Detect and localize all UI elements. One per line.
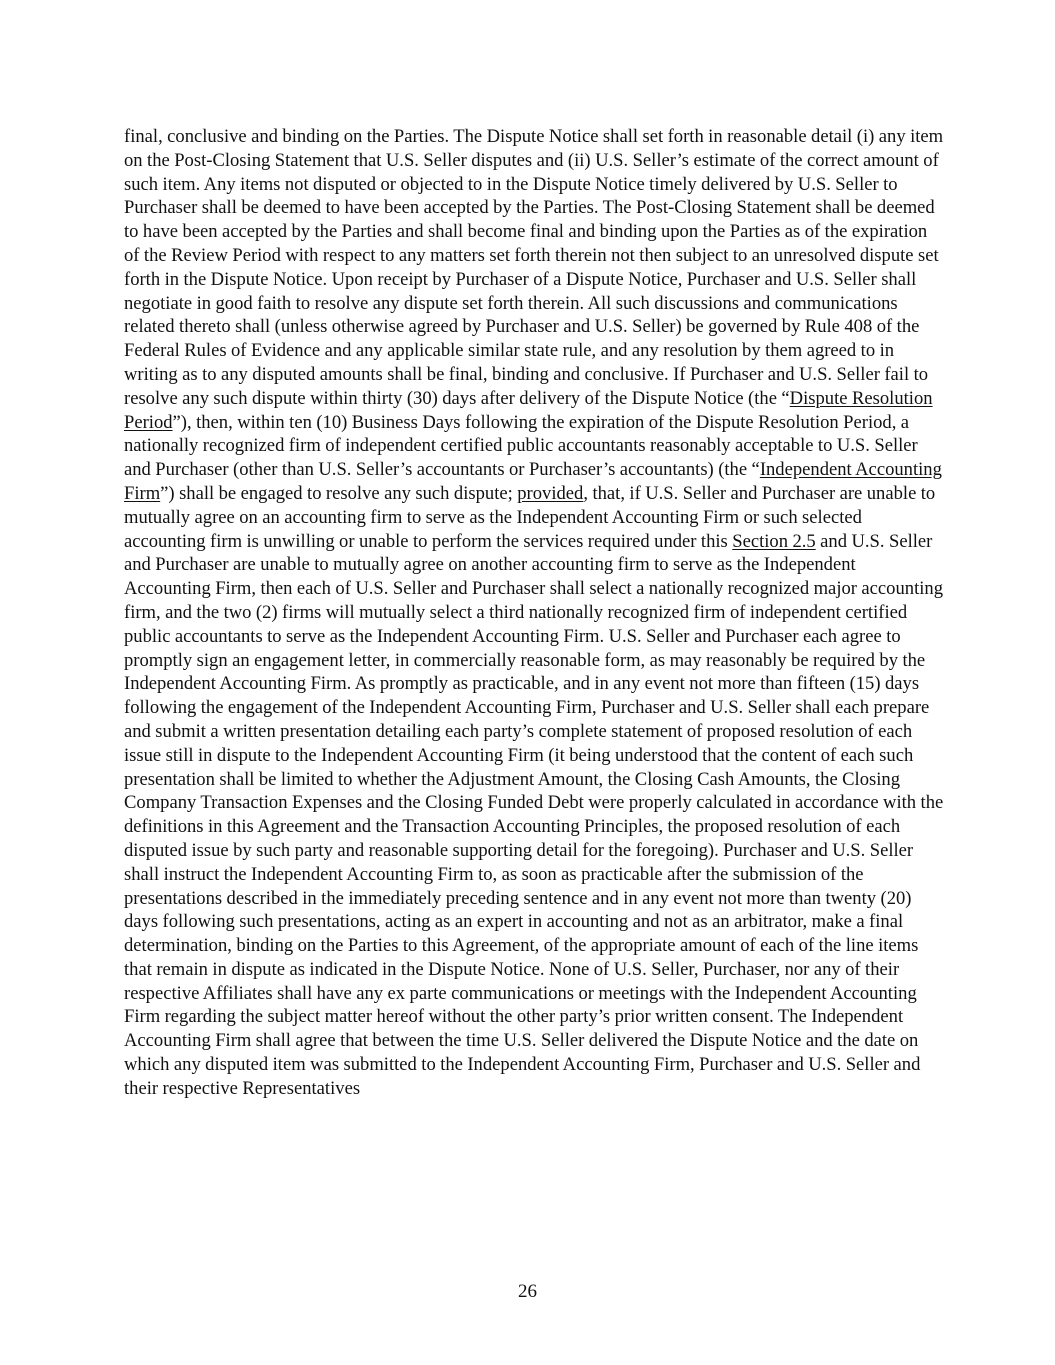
emphasis-provided: provided [517, 482, 584, 504]
defined-term-independent-accounting-firm: Independent Accounting Firm [124, 459, 942, 504]
section-reference: Section 2.5 [732, 530, 816, 552]
text-segment: final, conclusive and binding on the Parties. The Dispute Notice shall set forth in reasonable detail (i) any item on the Post-Closing Statement that U.S. Seller disputes and (ii) U.S. Seller’s estimate of the correct amount of such item. Any items not disputed or objected to in the Dispute Notice timely delivered by U.S. Seller to Purchaser shall be deemed to have been accepted by the Parties. The Post-Closing Statement shall be deemed to have been accepted by the Parties and shall become final and binding upon the Parties as of the expiration of the Review Period with respect to any matters set forth therein not then subject to an unresolved dispute set forth in the Dispute Notice. Upon receipt by Purchaser of a Dispute Notice, Purchaser and U.S. Seller shall negotiate in good faith to resolve any dispute set forth therein. All such discussions and communications related thereto shall (unless otherwise agreed by Purchaser and U.S. Seller) be governed by Rule 408 of the Federal Rules of Evidence and any applicable similar state rule, and any resolution by them agreed to in writing as to any disputed amounts shall be final, binding and conclusive. If Purchaser and U.S. Seller fail to resolve any such dispute within thirty (30) days after delivery of the Dispute Notice (the “ [124, 126, 944, 409]
text-segment: and U.S. Seller and Purchaser are unable to mutually agree on another accounting firm to serve as the Independent Accounting Firm, then each of U.S. Seller and Purchaser shall select a nationally recognized major accounting firm, and the two (2) firms will mutually select a third nationally recognized firm of independent certified public accountants to serve as the Independent Accounting Firm. U.S. Seller and Purchaser each agree to promptly sign an engagement letter, in commercially reasonable form, as may reasonably be required by the Independent Accounting Firm. As promptly as practicable, and in any event not more than fifteen (15) days following the engagement of the Independent Accounting Firm, Purchaser and U.S. Seller shall each prepare and submit a written presentation detailing each party’s complete statement of proposed resolution of each issue still in dispute to the Independent Accounting Firm (it being understood that the content of each such presentation shall be limited to whether the Adjustment Amount, the Closing Cash Amounts, the Closing Company Transaction Expenses and the Closing Funded Debt were properly calculated in accordance with the definitions in this Agreement and the Transaction Accounting Principles, the proposed resolution of each disputed issue by such party and reasonable supporting detail for the foregoing). Purchaser and U.S. Seller shall instruct the Independent Accounting Firm to, as soon as practicable after the submission of the presentations described in the immediately preceding sentence and in any event not more than twenty (20) days following such presentations, acting as an expert in accounting and not as an arbitrator, make a final determination, binding on the Parties to this Agreement, of the appropriate amount of each of the line items that remain in dispute as indicated in the Dispute Notice. None of U.S. Seller, Purchaser, nor any of their respective Affiliates shall have any ex parte communications or meetings with the Independent Accounting Firm regarding the subject matter hereof without the other party’s prior written consent. The Independent Accounting Firm shall agree that between the time U.S. Seller delivered the Dispute Notice and the date on which any disputed item was submitted to the Independent Accounting Firm, Purchaser and U.S. Seller and their respective Representatives [124, 530, 944, 1099]
text-segment: , that, if U.S. Seller and Purchaser are unable to mutually agree on an accounting firm to serve as the Independent Accounting Firm or such selected accounting firm is unwilling or unable to perform the services required under this [124, 482, 936, 552]
page-number: 26 [518, 1281, 537, 1302]
text-segment: ”) shall be engaged to resolve any such dispute; [160, 482, 518, 504]
text-segment: ”), then, within ten (10) Business Days following the expiration of the Dispute Resolution Period, a nationally recognized firm of independent certified public accountants reasonably acceptable to U.S. Seller and Purchaser (other than U.S. Seller’s accountants or Purchaser’s accountants) (the “ [124, 411, 918, 481]
defined-term-dispute-resolution-period: Dispute Resolution Period [124, 387, 933, 433]
body-paragraph [124, 125, 944, 1101]
